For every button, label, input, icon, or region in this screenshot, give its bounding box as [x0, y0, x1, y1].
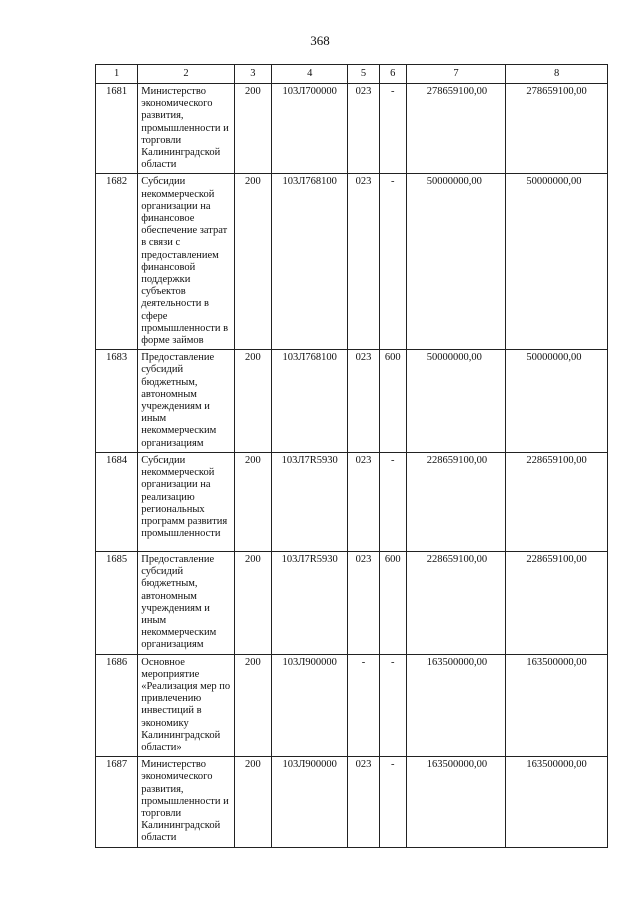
cell-col8: 50000000,00 — [506, 174, 608, 350]
cell-col5: 023 — [348, 174, 379, 350]
cell-col5: 023 — [348, 551, 379, 654]
cell-col6: - — [379, 174, 406, 350]
row-description: Предоставление субсидий бюджетным, автономным учреждениям и иным некоммерческим организациям — [138, 350, 235, 453]
cell-col8: 278659100,00 — [506, 84, 608, 174]
row-number: 1683 — [96, 350, 138, 453]
cell-col6: - — [379, 654, 406, 757]
cell-col6: - — [379, 84, 406, 174]
cell-col7: 228659100,00 — [406, 551, 506, 654]
cell-col3: 200 — [234, 84, 271, 174]
column-header-2: 2 — [138, 65, 235, 84]
cell-col3: 200 — [234, 174, 271, 350]
row-description: Министерство экономического развития, промышленности и торговли Калининградской области — [138, 757, 235, 847]
table-row — [96, 654, 608, 757]
row-number: 1687 — [96, 757, 138, 847]
row-description: Субсидии некоммерческой организации на реализацию региональных программ развития промышленности — [138, 452, 235, 551]
table-row — [96, 757, 608, 847]
cell-col6: 600 — [379, 350, 406, 453]
cell-col8: 50000000,00 — [506, 350, 608, 453]
table-row — [96, 350, 608, 453]
column-header-7: 7 — [406, 65, 506, 84]
cell-col3: 200 — [234, 757, 271, 847]
budget-table — [95, 64, 608, 848]
row-number: 1685 — [96, 551, 138, 654]
cell-col7: 50000000,00 — [406, 350, 506, 453]
row-number: 1682 — [96, 174, 138, 350]
cell-col6: - — [379, 757, 406, 847]
cell-col8: 228659100,00 — [506, 551, 608, 654]
cell-col6: 600 — [379, 551, 406, 654]
cell-col4: 103Л7R5930 — [272, 452, 348, 551]
cell-col7: 50000000,00 — [406, 174, 506, 350]
row-number: 1686 — [96, 654, 138, 757]
cell-col8: 228659100,00 — [506, 452, 608, 551]
cell-col4: 103Л700000 — [272, 84, 348, 174]
cell-col7: 278659100,00 — [406, 84, 506, 174]
cell-col3: 200 — [234, 551, 271, 654]
cell-col4: 103Л7R5930 — [272, 551, 348, 654]
row-description: Предоставление субсидий бюджетным, автономным учреждениям и иным некоммерческим организациям — [138, 551, 235, 654]
column-header-4: 4 — [272, 65, 348, 84]
cell-col4: 103Л768100 — [272, 174, 348, 350]
cell-col8: 163500000,00 — [506, 757, 608, 847]
cell-col5: 023 — [348, 452, 379, 551]
table-row — [96, 84, 608, 174]
column-header-8: 8 — [506, 65, 608, 84]
row-description: Субсидии некоммерческой организации на финансовое обеспечение затрат в связи с предоставлением финансовой поддержки субъектов деятельности в сфере промышленности в форме займов — [138, 174, 235, 350]
cell-col7: 163500000,00 — [406, 654, 506, 757]
table-row — [96, 551, 608, 654]
cell-col3: 200 — [234, 350, 271, 453]
cell-col3: 200 — [234, 654, 271, 757]
table-row — [96, 174, 608, 350]
header-row — [96, 65, 608, 84]
row-description: Основное мероприятие «Реализация мер по привлечению инвестиций в экономику Калининградской области» — [138, 654, 235, 757]
cell-col7: 163500000,00 — [406, 757, 506, 847]
column-header-1: 1 — [96, 65, 138, 84]
cell-col5: 023 — [348, 350, 379, 453]
cell-col6: - — [379, 452, 406, 551]
column-header-6: 6 — [379, 65, 406, 84]
table-row — [96, 452, 608, 551]
row-number: 1684 — [96, 452, 138, 551]
cell-col5: 023 — [348, 757, 379, 847]
cell-col4: 103Л768100 — [272, 350, 348, 453]
page-number: 368 — [310, 33, 330, 48]
cell-col3: 200 — [234, 452, 271, 551]
cell-col4: 103Л900000 — [272, 654, 348, 757]
cell-col5: - — [348, 654, 379, 757]
row-description: Министерство экономического развития, промышленности и торговли Калининградской области — [138, 84, 235, 174]
column-header-3: 3 — [234, 65, 271, 84]
cell-col4: 103Л900000 — [272, 757, 348, 847]
cell-col7: 228659100,00 — [406, 452, 506, 551]
cell-col8: 163500000,00 — [506, 654, 608, 757]
row-number: 1681 — [96, 84, 138, 174]
cell-col5: 023 — [348, 84, 379, 174]
column-header-5: 5 — [348, 65, 379, 84]
